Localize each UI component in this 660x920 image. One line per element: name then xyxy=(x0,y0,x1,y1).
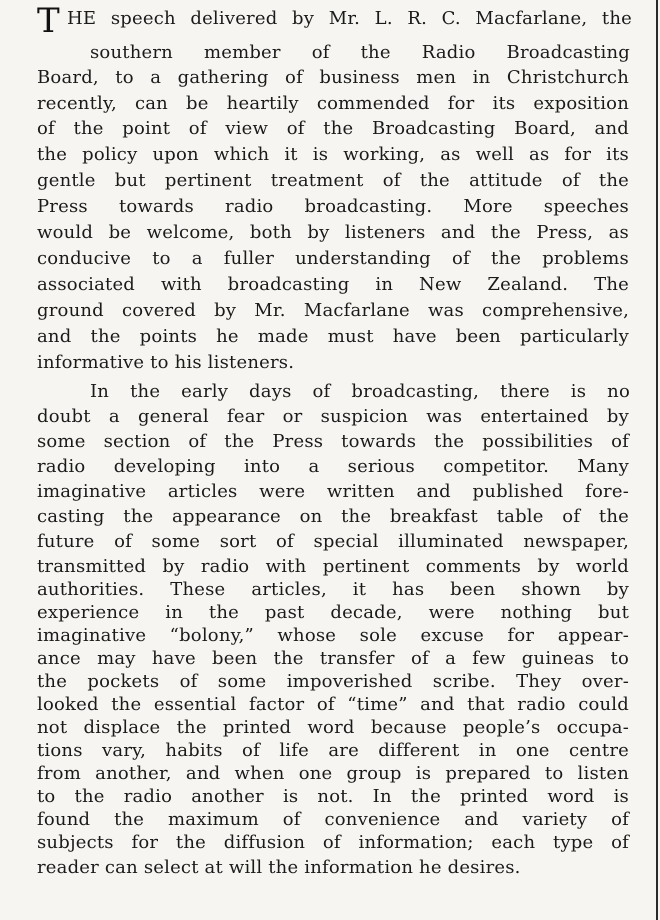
text-line: In the early days of broadcasting, there is no xyxy=(90,381,630,402)
text-line: reader can select at will the information he desires. xyxy=(37,857,521,878)
text-line: southern member of the Radio Broadcasting xyxy=(90,42,630,63)
text-line: transmitted by radio with pertinent comments by world xyxy=(37,556,629,577)
text-line: recently, can be heartily commended for its exposition xyxy=(37,93,629,114)
text-line: Board, to a gathering of business men in Christchurch xyxy=(37,67,629,88)
text-line: casting the appearance on the breakfast table of the xyxy=(37,506,629,527)
text-line: ance may have been the transfer of a few guineas to xyxy=(37,648,629,669)
text-line: associated with broadcasting in New Zealand. The xyxy=(37,274,629,295)
text-line: and the points he made must have been particularly xyxy=(37,326,629,347)
text-line: would be welcome, both by listeners and the Press, as xyxy=(37,222,629,243)
text-line: to the radio another is not. In the printed word is xyxy=(37,786,629,807)
column-rule xyxy=(656,0,658,920)
text-line: ground covered by Mr. Macfarlane was comprehensive, xyxy=(37,300,629,321)
text-line: gentle but pertinent treatment of the attitude of the xyxy=(37,170,629,191)
text-line: informative to his listeners. xyxy=(37,352,295,373)
text-line: authorities. These articles, it has been shown by xyxy=(37,579,629,600)
text-line: tions vary, habits of life are different in one centre xyxy=(37,740,629,761)
text-line: not displace the printed word because people’s occupa- xyxy=(37,717,629,738)
text-line: imaginative “bolony,” whose sole excuse for appear- xyxy=(37,625,629,646)
text-line: imaginative articles were written and published fore- xyxy=(37,481,629,502)
text-line: Press towards radio broadcasting. More speeches xyxy=(37,196,629,217)
drop-cap: T xyxy=(37,1,60,41)
text-line: experience in the past decade, were nothing but xyxy=(37,602,629,623)
text-line: conducive to a fuller understanding of the problems xyxy=(37,248,629,269)
text-line: future of some sort of special illuminated newspaper, xyxy=(37,531,629,552)
text-line: looked the essential factor of “time” and that radio could xyxy=(37,694,629,715)
text-line: HE speech delivered by Mr. L. R. C. Macfarlane, the xyxy=(67,8,632,29)
text-line: found the maximum of convenience and variety of xyxy=(37,809,629,830)
text-line: the policy upon which it is working, as well as for its xyxy=(37,144,629,165)
text-line: some section of the Press towards the possibilities of xyxy=(37,431,629,452)
text-line: radio developing into a serious competitor. Many xyxy=(37,456,629,477)
text-line: of the point of view of the Broadcasting Board, and xyxy=(37,118,629,139)
text-line: subjects for the diffusion of information; each type of xyxy=(37,832,629,853)
text-line: doubt a general fear or suspicion was entertained by xyxy=(37,406,629,427)
text-line: the pockets of some impoverished scribe. They over- xyxy=(37,671,629,692)
text-line: from another, and when one group is prepared to listen xyxy=(37,763,629,784)
